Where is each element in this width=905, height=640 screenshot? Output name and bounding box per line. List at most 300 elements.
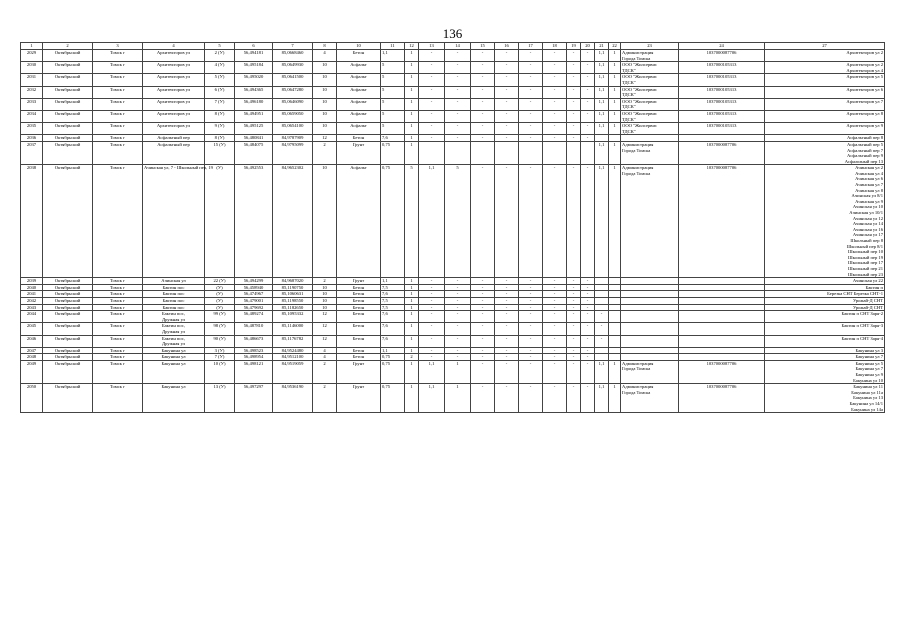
cell-c10: Бетон — [337, 304, 381, 311]
cell-c4: Ачинская ул, 7 - Школьный пер, 19 — [143, 165, 205, 278]
cell-line: Архитекторов ул 8 — [846, 110, 883, 116]
cell-c20: - — [581, 311, 595, 323]
cell-c15: - — [471, 335, 495, 347]
cell-line: Бакунина ул 14/1 — [849, 401, 883, 407]
cell-c21 — [595, 278, 609, 285]
cell-c18: - — [543, 110, 567, 122]
cell-c4: Архитекторов ул — [143, 74, 205, 86]
cell-c20: - — [581, 335, 595, 347]
cell-c13: - — [419, 284, 445, 291]
cell-line: ООО "Жилсервис — [622, 86, 657, 92]
cell-line: Ачинская ул 4 — [855, 170, 883, 176]
cell-c12: 1 — [405, 323, 419, 335]
cell-c20: - — [581, 278, 595, 285]
cell-c5: 98 (У) — [205, 323, 235, 335]
cell-line: Администрация — [622, 50, 654, 55]
cell-c23 — [621, 110, 679, 122]
cell-c24: 1037000105313 — [679, 86, 765, 98]
cell-c20: - — [581, 304, 595, 311]
cell-line: Администрация — [622, 360, 654, 366]
cell-c10: Бетон — [337, 291, 381, 298]
cell-c15: - — [471, 50, 495, 62]
cell-c14: - — [445, 74, 471, 86]
cell-c1: 2045 — [21, 323, 43, 335]
cell-c13: - — [419, 74, 445, 86]
cell-c2: Октябрьский — [43, 335, 93, 347]
cell-c21: - — [595, 335, 609, 347]
cell-c8: 10 — [313, 304, 337, 311]
cell-c15: - — [471, 304, 495, 311]
cell-c16: - — [495, 323, 519, 335]
cell-c3: Томск г — [93, 291, 143, 298]
cell-c14: - — [445, 311, 471, 323]
cell-line: ООО "Жилсервис — [622, 123, 657, 129]
cell-c20: - — [581, 291, 595, 298]
column-header: 20 — [581, 43, 595, 50]
cell-c19: - — [567, 110, 581, 122]
cell-c27 — [765, 50, 885, 62]
cell-c24 — [679, 347, 765, 354]
cell-c19: - — [567, 123, 581, 135]
table-row — [21, 323, 885, 335]
cell-c6: 56,498121 — [235, 360, 273, 383]
cell-c22: 1 — [609, 141, 621, 164]
cell-c7: 84,9787909 — [273, 135, 313, 142]
cell-c27 — [765, 141, 885, 164]
cell-c23 — [621, 384, 679, 413]
cell-line: Ачинская ул 8/1 — [851, 193, 883, 199]
cell-c10: Бетон — [337, 50, 381, 62]
cell-c21 — [595, 347, 609, 354]
cell-c17: - — [519, 278, 543, 285]
cell-c14: - — [445, 323, 471, 335]
cell-c8: 10 — [313, 98, 337, 110]
cell-c18: - — [543, 62, 567, 74]
cell-c17: - — [519, 98, 543, 110]
cell-c20 — [581, 141, 595, 164]
cell-c6: 56,486673 — [235, 335, 273, 347]
cell-c20: - — [581, 384, 595, 413]
table-row — [21, 110, 885, 122]
cell-c23 — [621, 311, 679, 323]
cell-c16 — [495, 141, 519, 164]
cell-c22: 1 — [609, 74, 621, 86]
cell-c23 — [621, 284, 679, 291]
cell-c14: 5 — [445, 165, 471, 278]
cell-c8: 12 — [313, 135, 337, 142]
cell-c23 — [621, 141, 679, 164]
cell-c1: 2039 — [21, 278, 43, 285]
cell-line: Администрация — [622, 141, 654, 147]
cell-c11: 7,6 — [381, 311, 405, 323]
cell-c13 — [419, 141, 445, 164]
cell-c20: - — [581, 86, 595, 98]
cell-c8: 10 — [313, 165, 337, 278]
table-row — [21, 141, 885, 164]
cell-c4: Бактин пос — [143, 297, 205, 304]
cell-c22: 1 — [609, 123, 621, 135]
cell-c7: 84,9524480 — [273, 347, 313, 354]
cell-c12: 1 — [405, 62, 419, 74]
cell-c11: 5 — [381, 123, 405, 135]
cell-c6: 56,479001 — [235, 297, 273, 304]
cell-c17: - — [519, 74, 543, 86]
cell-c20: - — [581, 62, 595, 74]
cell-c1: 2033 — [21, 98, 43, 110]
cell-c2: Октябрьский — [43, 291, 93, 298]
cell-c21: 1,1 — [595, 74, 609, 86]
cell-line: Школьный пер 19 — [848, 254, 883, 260]
cell-c1: 2032 — [21, 86, 43, 98]
cell-c22: 1 — [609, 165, 621, 278]
cell-c2: Октябрьский — [43, 297, 93, 304]
cell-c13: 1,1 — [419, 360, 445, 383]
cell-c3: Томск г — [93, 86, 143, 98]
cell-c21 — [595, 354, 609, 361]
cell-c14: - — [445, 278, 471, 285]
cell-c5: 99 (У) — [205, 311, 235, 323]
cell-c22 — [609, 284, 621, 291]
cell-c7: 84,9687020 — [273, 278, 313, 285]
column-header: 3 — [93, 43, 143, 50]
cell-c17: - — [519, 110, 543, 122]
cell-c7: 85,1190750 — [273, 284, 313, 291]
cell-line: Бактин пос, — [162, 335, 185, 341]
cell-line: Асфальтный пер 13 — [844, 158, 883, 164]
cell-c23 — [621, 165, 679, 278]
cell-c18: - — [543, 74, 567, 86]
cell-line: Архитекторов ул 7 — [846, 98, 883, 104]
cell-c24 — [679, 304, 765, 311]
cell-c20: - — [581, 354, 595, 361]
cell-c6: 56,484075 — [235, 141, 273, 164]
cell-c20: - — [581, 98, 595, 110]
cell-c15: - — [471, 74, 495, 86]
cell-c5: 2 (У) — [205, 50, 235, 62]
cell-c21 — [595, 297, 609, 304]
cell-c27 — [765, 347, 885, 354]
cell-line: Ачинская ул 10 — [852, 204, 883, 210]
cell-c1: 2040 — [21, 284, 43, 291]
column-header: 6 — [235, 43, 273, 50]
cell-c21: 1,1 — [595, 50, 609, 62]
cell-c12: 1 — [405, 384, 419, 413]
cell-c20: - — [581, 135, 595, 142]
cell-c4: Архитекторов ул — [143, 98, 205, 110]
cell-c19: - — [567, 323, 581, 335]
cell-c8: 10 — [313, 110, 337, 122]
cell-c6: 56,487810 — [235, 323, 273, 335]
cell-line: Бактин п СНТ Заря-4 — [841, 335, 883, 341]
cell-c6: 56,495184 — [235, 62, 273, 74]
cell-c4: Асфальтный пер — [143, 135, 205, 142]
cell-c22: 1 — [609, 360, 621, 383]
cell-c23 — [621, 62, 679, 74]
cell-c15 — [471, 141, 495, 164]
cell-c23 — [621, 360, 679, 383]
cell-c10: Грунт — [337, 278, 381, 285]
cell-c12: 5 — [405, 165, 419, 278]
cell-c10: Бетон — [337, 354, 381, 361]
cell-c8: 12 — [313, 335, 337, 347]
cell-c14: - — [445, 291, 471, 298]
cell-c17: - — [519, 123, 543, 135]
cell-c12: 1 — [405, 335, 419, 347]
cell-c5: 8 (У) — [205, 110, 235, 122]
cell-c11: 7,6 — [381, 135, 405, 142]
cell-c15: - — [471, 86, 495, 98]
cell-c23 — [621, 335, 679, 347]
cell-c4: Архитекторов ул — [143, 50, 205, 62]
cell-c27 — [765, 335, 885, 347]
cell-c22 — [609, 354, 621, 361]
cell-c7: 84,9795099 — [273, 141, 313, 164]
cell-c8: 10 — [313, 297, 337, 304]
cell-c17: - — [519, 62, 543, 74]
cell-c8: 12 — [313, 323, 337, 335]
cell-c3: Томск г — [93, 123, 143, 135]
cell-line: Ачинская ул 6 — [855, 176, 883, 182]
cell-c4: Бактин пос — [143, 284, 205, 291]
cell-c5: (У) — [205, 284, 235, 291]
cell-c2: Октябрьский — [43, 354, 93, 361]
cell-c24: 1037000087706 — [679, 141, 765, 164]
cell-c7: 85,1182650 — [273, 304, 313, 311]
cell-c14: - — [445, 354, 471, 361]
cell-c2: Октябрьский — [43, 360, 93, 383]
cell-c8: 10 — [313, 86, 337, 98]
cell-c3: Томск г — [93, 311, 143, 323]
cell-c8: 10 — [313, 284, 337, 291]
cell-c17: - — [519, 347, 543, 354]
cell-c21 — [595, 135, 609, 142]
cell-c22 — [609, 297, 621, 304]
cell-c2: Октябрьский — [43, 311, 93, 323]
cell-c15: - — [471, 297, 495, 304]
cell-c16: - — [495, 74, 519, 86]
table-row — [21, 311, 885, 323]
cell-c6: 56,494299 — [235, 278, 273, 285]
table-row — [21, 165, 885, 278]
cell-c7: 85,0668460 — [273, 50, 313, 62]
column-header: 19 — [567, 43, 581, 50]
cell-c5: 5 (У) — [205, 74, 235, 86]
cell-c13: - — [419, 297, 445, 304]
cell-c7: 85,0641500 — [273, 74, 313, 86]
cell-c4: Ачинская ул — [143, 278, 205, 285]
cell-c23 — [621, 347, 679, 354]
cell-c27 — [765, 360, 885, 383]
cell-c10: Асфальт — [337, 74, 381, 86]
column-header: 23 — [621, 43, 679, 50]
table-row — [21, 335, 885, 347]
cell-line: Ачинская ул 22 — [852, 278, 883, 284]
cell-line: Березка СНТ Березка СНТ-1 — [827, 291, 883, 297]
cell-c27 — [765, 384, 885, 413]
cell-c12: 2 — [405, 354, 419, 361]
cell-c16: - — [495, 291, 519, 298]
cell-c20: - — [581, 323, 595, 335]
cell-c24: 1037000087706 — [679, 360, 765, 383]
cell-c2: Октябрьский — [43, 278, 93, 285]
cell-c24: 1037000105313 — [679, 110, 765, 122]
cell-c3: Томск г — [93, 74, 143, 86]
cell-line: Администрация — [622, 384, 654, 390]
cell-c15: - — [471, 62, 495, 74]
cell-line: Города Томска — [622, 147, 651, 153]
cell-c4: Архитекторов ул — [143, 86, 205, 98]
column-header: 11 — [381, 43, 405, 50]
cell-c1: 2030 — [21, 62, 43, 74]
column-header: 24 — [679, 43, 765, 50]
cell-c13: 1,1 — [419, 384, 445, 413]
cell-c15: - — [471, 323, 495, 335]
cell-c27 — [765, 291, 885, 298]
cell-c13: - — [419, 62, 445, 74]
cell-c22: 1 — [609, 384, 621, 413]
cell-c12: 1 — [405, 50, 419, 62]
cell-c24: 1037000105313 — [679, 74, 765, 86]
cell-c15: - — [471, 291, 495, 298]
cell-c24 — [679, 354, 765, 361]
cell-c12: 1 — [405, 360, 419, 383]
cell-c27 — [765, 135, 885, 142]
cell-c15: - — [471, 110, 495, 122]
cell-c24 — [679, 278, 765, 285]
cell-c15: - — [471, 165, 495, 278]
cell-c8: 4 — [313, 50, 337, 62]
cell-c21: 1,1 — [595, 98, 609, 110]
cell-c11: 0,75 — [381, 165, 405, 278]
cell-c21: - — [595, 323, 609, 335]
cell-c15: - — [471, 384, 495, 413]
cell-c3: Томск г — [93, 165, 143, 278]
cell-c13: - — [419, 311, 445, 323]
cell-c6: 56,497297 — [235, 384, 273, 413]
cell-c17: - — [519, 384, 543, 413]
cell-c12: 1 — [405, 98, 419, 110]
cell-c7: 84,9652302 — [273, 165, 313, 278]
cell-c24 — [679, 291, 765, 298]
cell-c5: 3 (У) — [205, 347, 235, 354]
cell-c13: - — [419, 291, 445, 298]
cell-line: ООО "Жилсервис — [622, 62, 657, 68]
cell-c17: - — [519, 135, 543, 142]
cell-c8: 2 — [313, 384, 337, 413]
cell-c16: - — [495, 297, 519, 304]
cell-c27 — [765, 311, 885, 323]
cell-c18 — [543, 141, 567, 164]
cell-c20: - — [581, 110, 595, 122]
cell-c7: 85,0646090 — [273, 98, 313, 110]
cell-c15: - — [471, 135, 495, 142]
cell-c3: Томск г — [93, 297, 143, 304]
cell-c18: - — [543, 135, 567, 142]
cell-c13: 1,1 — [419, 165, 445, 278]
cell-c13: - — [419, 354, 445, 361]
cell-c27 — [765, 304, 885, 311]
cell-line: Дружная ул — [162, 316, 185, 322]
cell-c22 — [609, 135, 621, 142]
table-row — [21, 360, 885, 383]
road-register-table — [20, 42, 885, 413]
cell-c5: (У) — [205, 297, 235, 304]
cell-c12: 1 — [405, 110, 419, 122]
cell-c6: 56,496180 — [235, 98, 273, 110]
cell-c3: Томск г — [93, 110, 143, 122]
cell-c15: - — [471, 354, 495, 361]
cell-c1: 2031 — [21, 74, 43, 86]
cell-c16: - — [495, 135, 519, 142]
cell-c27 — [765, 278, 885, 285]
cell-line: Школьный пер 23 — [848, 271, 883, 277]
cell-c16: - — [495, 86, 519, 98]
cell-c7: 85,0647280 — [273, 86, 313, 98]
cell-c19: - — [567, 278, 581, 285]
cell-line: ТДСК" — [622, 67, 636, 73]
cell-c11: 7,5 — [381, 297, 405, 304]
cell-line: Школьный пер 21 — [848, 265, 883, 271]
cell-line: Бактин п СНТ Заря-2 — [841, 311, 883, 317]
cell-c15: - — [471, 98, 495, 110]
column-header: 4 — [143, 43, 205, 50]
cell-line: Архитекторов ул 9 — [846, 123, 883, 129]
cell-c18: - — [543, 347, 567, 354]
cell-c12: 1 — [405, 74, 419, 86]
cell-c5: 15 (У) — [205, 141, 235, 164]
cell-c19: - — [567, 311, 581, 323]
cell-c2: Октябрьский — [43, 384, 93, 413]
cell-line: ТДСК" — [622, 128, 636, 134]
cell-c11: 0,75 — [381, 360, 405, 383]
cell-c5: 10 (У) — [205, 360, 235, 383]
cell-c4: Асфальтный пер — [143, 141, 205, 164]
cell-c8: 2 — [313, 141, 337, 164]
cell-c12: 1 — [405, 141, 419, 164]
cell-c18: - — [543, 291, 567, 298]
cell-line: Архитекторов ул 4 — [846, 67, 883, 73]
cell-c19: - — [567, 335, 581, 347]
cell-c21: 1,1 — [595, 62, 609, 74]
cell-c24 — [679, 335, 765, 347]
cell-c14: 1 — [445, 384, 471, 413]
cell-c6: 56,495125 — [235, 123, 273, 135]
cell-c23 — [621, 123, 679, 135]
cell-c7: 85,1095332 — [273, 311, 313, 323]
cell-line: Урожай-Д СНТ — [853, 297, 883, 303]
cell-c21: 1,1 — [595, 360, 609, 383]
cell-c22 — [609, 278, 621, 285]
cell-c2: Октябрьский — [43, 86, 93, 98]
cell-c19: - — [567, 347, 581, 354]
cell-c14: - — [445, 110, 471, 122]
cell-c2: Октябрьский — [43, 135, 93, 142]
table-row — [21, 297, 885, 304]
cell-c17: - — [519, 354, 543, 361]
cell-line: ТДСК" — [622, 116, 636, 122]
table-row — [21, 86, 885, 98]
cell-c27 — [765, 86, 885, 98]
cell-line: Школьный пер 10 — [848, 249, 883, 255]
cell-c4: Архитекторов ул — [143, 123, 205, 135]
cell-c24: 1037000087706 — [679, 165, 765, 278]
cell-line: Бакунина ул 11а — [851, 389, 883, 395]
cell-c23 — [621, 86, 679, 98]
cell-c18: - — [543, 278, 567, 285]
cell-c21: 1,1 — [595, 86, 609, 98]
cell-c24: 1037000087706 — [679, 384, 765, 413]
column-header: 7 — [273, 43, 313, 50]
